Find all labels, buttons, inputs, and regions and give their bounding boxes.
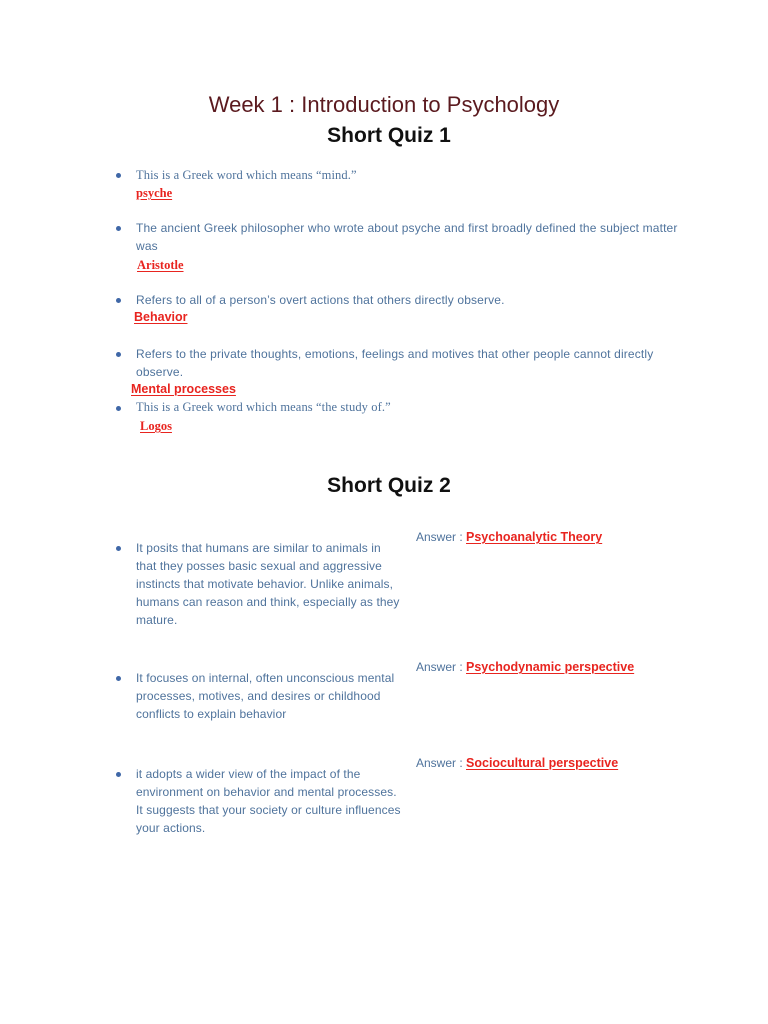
quiz2-heading: Short Quiz 2 <box>327 474 451 497</box>
answer-label: Answer : <box>416 660 467 674</box>
quiz2-answer-3: Sociocultural perspective <box>466 756 619 770</box>
quiz2-question-3: it adopts a wider view of the impact of the environment on behavior and mental processes. It suggests that your society or culture influences your actions. <box>136 767 401 835</box>
quiz1-heading: Short Quiz 1 <box>327 124 451 147</box>
quiz1-answer-1: psyche <box>136 186 173 200</box>
answer-label: Answer : <box>416 756 467 770</box>
bullet-icon <box>116 546 121 551</box>
quiz1-question-5: This is a Greek word which means “the study of.” <box>136 400 391 414</box>
quiz2-answer-1: Psychoanalytic Theory <box>466 530 603 544</box>
quiz1-answer-4: Mental processes <box>131 382 236 396</box>
bullet-icon <box>116 298 121 303</box>
quiz2-answer-row-3 <box>416 756 618 770</box>
quiz1-question-4: Refers to the private thoughts, emotions, feelings and motives that other people cannot directly observe. <box>136 347 654 379</box>
quiz1-question-1: This is a Greek word which means “mind.” <box>136 168 357 182</box>
quiz2-answer-2: Psychodynamic perspective <box>466 660 635 674</box>
bullet-icon <box>116 406 121 411</box>
quiz1-question-3: Refers to all of a person’s overt actions that others directly observe. <box>136 293 505 307</box>
quiz2-question-1: It posits that humans are similar to animals in that they posses basic sexual and aggressive instincts that motivate behavior. Unlike animals, humans can reason and think, especially as they mature. <box>136 541 400 627</box>
answer-label: Answer : <box>416 530 467 544</box>
quiz2-answer-row-2 <box>416 660 634 674</box>
quiz2-answer-row-1 <box>416 530 602 544</box>
bullet-icon <box>116 226 121 231</box>
quiz1-answer-3: Behavior <box>134 310 188 324</box>
bullet-icon <box>116 676 121 681</box>
bullet-icon <box>116 352 121 357</box>
bullet-icon <box>116 772 121 777</box>
bullet-icon <box>116 173 121 178</box>
quiz2-question-2: It focuses on internal, often unconscious mental processes, motives, and desires or childhood conflicts to explain behavior <box>136 671 395 721</box>
quiz1-question-2: The ancient Greek philosopher who wrote about psyche and first broadly defined the subject matter was <box>136 221 678 253</box>
quiz1-answer-2: Aristotle <box>137 258 184 272</box>
page-title: Week 1 : Introduction to Psychology <box>208 92 560 117</box>
quiz1-answer-5: Logos <box>140 419 172 433</box>
